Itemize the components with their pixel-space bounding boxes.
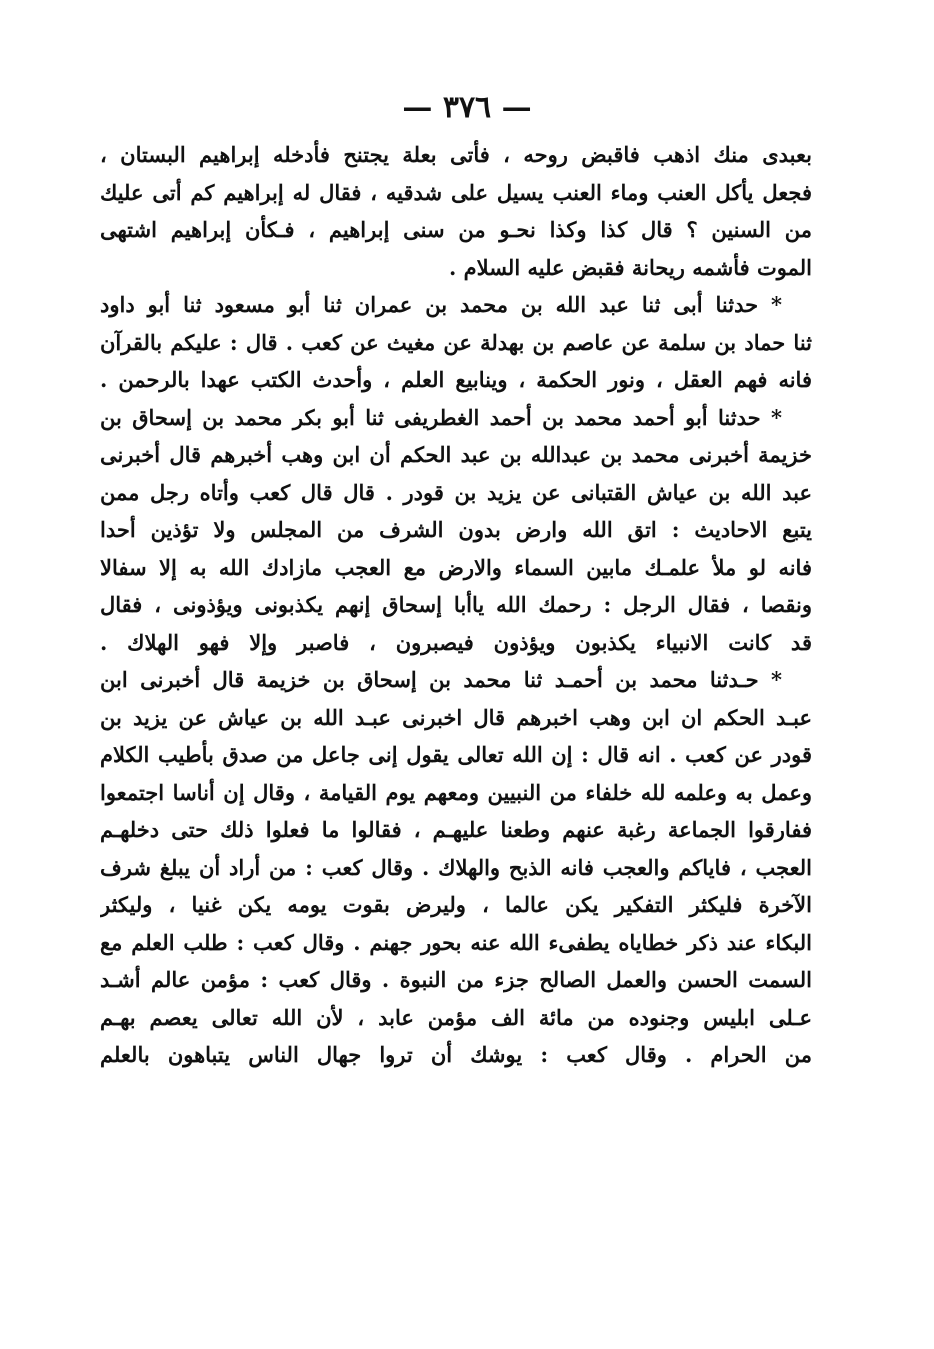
text-line: عبد الله بن عياش القتبانى عن يزيد بن قودر . قال قال كعب وأتاه رجل ممن	[100, 479, 812, 505]
text-line: ثنا حماد بن سلمة عن عاصم بن بهدلة عن مغيث عن كعب . قال : عليكم بالقرآن	[100, 329, 812, 355]
page-number: — ٣٧٦ —	[402, 90, 532, 125]
text-line: من السنين ؟ قال كذا وكذا نحـو من سنى إبراهيم ، فـكأن إبراهيم اشتهى	[100, 217, 812, 242]
text-line: فانه فهم العقل ، ونور الحكمة ، وينابيع العلم ، وأحدث الكتب عهدا بالرحمن .	[100, 367, 812, 392]
text-line: عـلى ابليس وجنوده من مائة الف مؤمن عابد ، لأن الله تعالى يعصم بهـم	[100, 1004, 812, 1030]
text-line: ونقصا ، فقال الرجل : رحمك الله ياأبا إسحاق إنهم يكذبونى ويؤذونى ، فقال	[100, 592, 812, 617]
text-line: قد كانت الانبياء يكذبون ويؤذون فيصبرون ، فاصبر وإلا فهو الهلاك .	[100, 629, 812, 655]
text-line: البكاء عند ذكر خطاياه يطفىء الله عنه بحور جهنم . وقال كعب : طلب العلم مع	[100, 929, 812, 955]
text-line: يتبع الاحاديث : اتق الله وارض بدون الشرف من المجلس ولا تؤذين أحدا	[100, 517, 812, 542]
text-line: بعبدى منك اذهب فاقبض روحه ، فأتى بعلة يجتنح فأدخله إبراهيم البستان ،	[100, 142, 812, 167]
text-line: السمت الحسن والعمل الصالح جزء من النبوة . وقال كعب : مؤمن عالم أشـد	[100, 967, 812, 992]
hadith-start-line: * حدثنا أبو أحمد محمد بن أحمد الغطريفى ثنا أبو بكر محمد بن إسحاق بن	[100, 404, 782, 430]
text-line: الآخرة فليكثر التفكير يكن عالما ، وليرض بقوت يومه يكن غنيا ، وليكثر	[100, 892, 812, 917]
text-line: العجب ، فاياكم والعجب فانه الذبح والهلاك . وقال كعب : من أراد أن يبلغ شرف	[100, 854, 812, 880]
text-line: عبـد الحكم ان ابن وهب اخبرهم قال اخبرنى عبـد الله بن عياش عن يزيد بن	[100, 704, 812, 730]
hadith-start-line: * حدثنا أبى ثنا عبد الله بن محمد بن عمران ثنا أبو مسعود ثنا أبو داود	[100, 292, 782, 317]
text-line: الموت فأشمه ريحانة فقبض عليه السلام .	[449, 254, 812, 280]
text-line: من الحرام . وقال كعب : يوشك أن تروا جهال الناس يتباهون بالعلم	[100, 1042, 812, 1067]
text-line: فجعل يأكل العنب وماء العنب يسيل على شدقيه ، فقال له إبراهيم كم أتى عليك	[100, 179, 812, 205]
text-line: خزيمة أخبرنى محمد بن عبدالله بن عبد الحكم أن ابن وهب أخبرهم قال أخبرنى	[100, 442, 812, 467]
text-line: قودر عن كعب . انه قال : إن الله تعالى يقول إنى جاعل من صدق بأطيب الكلام	[100, 742, 812, 767]
text-line: ففارقوا الجماعة رغبة عنهم وطعنا عليهـم ، فقالوا ما فعلوا ذلك حتى دخلهـم	[100, 817, 812, 842]
text-line: فانه لو ملأ علمـك مابين السماء والارض مع العجب مازادك الله به إلا سفالا	[100, 554, 812, 580]
hadith-start-line: * حـدثنا محمد بن أحمـد ثنا محمد بن إسحاق بن خزيمة قال أخبرنى ابن	[100, 667, 782, 692]
body-text	[100, 136, 812, 1074]
text-line: وعمل به وعلمه لله خلفاء من النبيين ومعهم يوم القيامة ، وقال إن أناسا اجتمعوا	[100, 779, 812, 805]
